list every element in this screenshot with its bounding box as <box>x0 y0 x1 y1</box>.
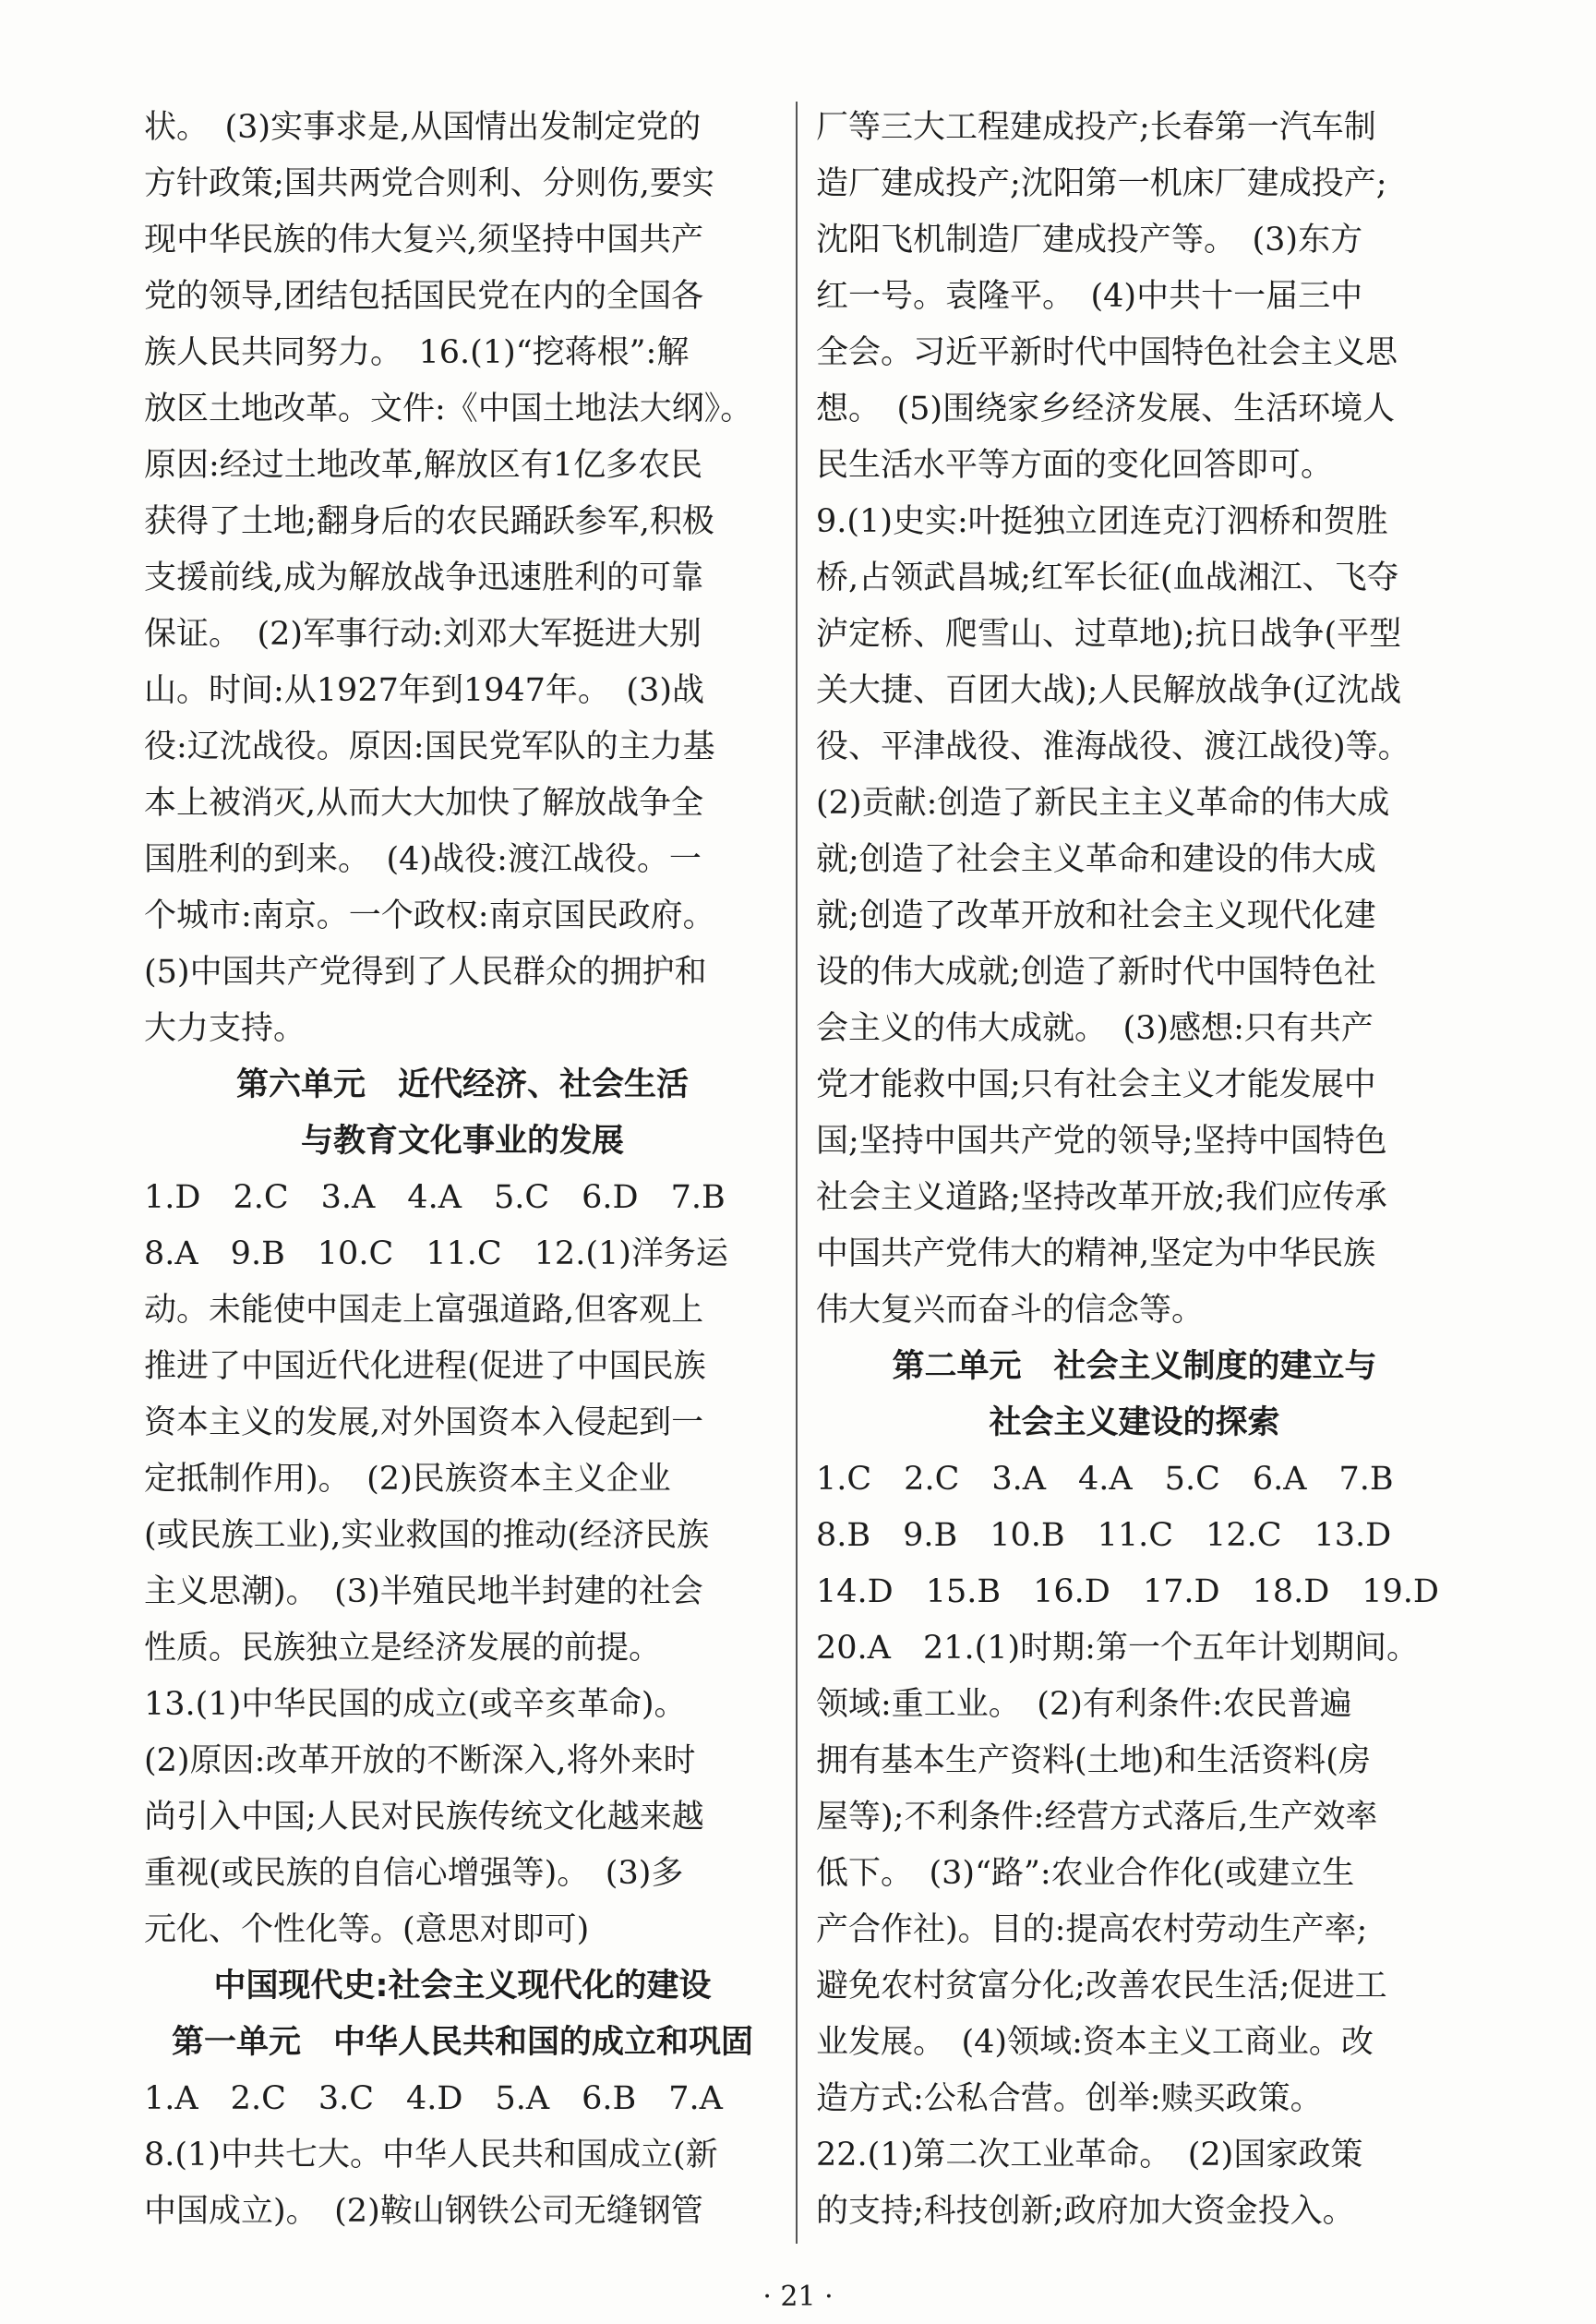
text-line: 主义思潮)。 (3)半殖民地半封建的社会 <box>144 1573 703 1610</box>
text-line: 造方式:公私合营。创举:赎买政策。 <box>816 2080 1323 2117</box>
text-line: 社会主义道路;坚持改革开放;我们应传承 <box>816 1179 1387 1216</box>
text-line: 原因:经过土地改革,解放区有1亿多农民 <box>144 447 703 484</box>
text-line: 厂等三大工程建成投产;长春第一汽车制 <box>816 109 1376 146</box>
text-line: 造厂建成投产;沈阳第一机床厂建成投产; <box>816 165 1387 202</box>
text-line: 动。未能使中国走上富强道路,但客观上 <box>144 1292 704 1329</box>
left-column <box>144 100 781 2240</box>
text-line: 避免农村贫富分化;改善农民生活;促进工 <box>816 1968 1387 2005</box>
answer-line: 1.C 2.C 3.A 4.A 5.C 6.A 7.B <box>816 1461 1394 1498</box>
text-line: (或民族工业),实业救国的推动(经济民族 <box>144 1517 710 1554</box>
text-line: 中国成立)。 (2)鞍山钢铁公司无缝钢管 <box>144 2193 703 2230</box>
text-line: 方针政策;国共两党合则利、分则伤,要实 <box>144 165 714 202</box>
text-line: 党才能救中国;只有社会主义才能发展中 <box>816 1066 1376 1103</box>
text-line: 领域:重工业。 (2)有利条件:农民普遍 <box>816 1686 1352 1723</box>
text-line: 就;创造了社会主义革命和建设的伟大成 <box>816 841 1376 878</box>
page-number: · 21 · <box>762 2281 834 2313</box>
section-heading: 第一单元 中华人民共和国的成立和巩固 <box>171 2024 753 2061</box>
text-line: 想。 (5)围绕家乡经济发展、生活环境人 <box>816 391 1396 427</box>
text-line: 13.(1)中华民国的成立(或辛亥革命)。 <box>144 1686 687 1723</box>
text-line: 8.(1)中共七大。中华人民共和国成立(新 <box>144 2137 718 2173</box>
text-line: 元化、个性化等。(意思对即可) <box>144 1911 590 1948</box>
text-line: 国;坚持中国共产党的领导;坚持中国特色 <box>816 1123 1387 1160</box>
text-line: (2)贡献:创造了新民主主义革命的伟大成 <box>816 785 1390 822</box>
text-line: 就;创造了改革开放和社会主义现代化建 <box>816 897 1376 934</box>
text-line: 推进了中国近代化进程(促进了中国民族 <box>144 1348 706 1385</box>
text-line: 资本主义的发展,对外国资本入侵起到一 <box>144 1404 704 1441</box>
text-line: 支援前线,成为解放战争迅速胜利的可靠 <box>144 560 704 596</box>
answer-line: 1.D 2.C 3.A 4.A 5.C 6.D 7.B <box>144 1179 726 1216</box>
text-line: 泸定桥、爬雪山、过草地);抗日战争(平型 <box>816 616 1402 653</box>
text-line: 山。时间:从1927年到1947年。 (3)战 <box>144 672 705 709</box>
answer-line: 8.A 9.B 10.C 11.C 12.(1)洋务运 <box>144 1235 728 1272</box>
text-line: 9.(1)史实:叶挺独立团连克汀泗桥和贺胜 <box>816 503 1388 540</box>
section-heading: 社会主义建设的探索 <box>989 1404 1280 1441</box>
column-divider <box>796 102 798 2244</box>
text-line: 关大捷、百团大战);人民解放战争(辽沈战 <box>816 672 1402 709</box>
text-line: 民生活水平等方面的变化回答即可。 <box>816 447 1334 484</box>
text-line: 本上被消灭,从而大大加快了解放战争全 <box>144 785 704 822</box>
text-line: 党的领导,团结包括国民党在内的全国各 <box>144 278 704 315</box>
text-line: 国胜利的到来。 (4)战役:渡江战役。一 <box>144 841 702 878</box>
text-line: 设的伟大成就;创造了新时代中国特色社 <box>816 954 1376 991</box>
text-line: 红一号。袁隆平。 (4)中共十一届三中 <box>816 278 1363 315</box>
answer-line: 14.D 15.B 16.D 17.D 18.D 19.D <box>816 1573 1439 1610</box>
text-line: 产合作社)。目的:提高农村劳动生产率; <box>816 1911 1368 1948</box>
text-line: 重视(或民族的自信心增强等)。 (3)多 <box>144 1855 684 1892</box>
text-line: 役、平津战役、淮海战役、渡江战役)等。 <box>816 729 1410 765</box>
text-line: 现中华民族的伟大复兴,须坚持中国共产 <box>144 222 704 259</box>
text-line: 族人民共同努力。 16.(1)“挖蒋根”:解 <box>144 334 690 371</box>
text-line: 定抵制作用)。 (2)民族资本主义企业 <box>144 1461 671 1498</box>
text-line: 22.(1)第二次工业革命。 (2)国家政策 <box>816 2137 1363 2173</box>
text-line: 业发展。 (4)领域:资本主义工商业。改 <box>816 2024 1374 2061</box>
text-line: 20.A 21.(1)时期:第一个五年计划期间。 <box>816 1630 1419 1667</box>
text-line: 伟大复兴而奋斗的信念等。 <box>816 1292 1205 1329</box>
text-line: 性质。民族独立是经济发展的前提。 <box>144 1630 662 1667</box>
answer-line: 8.B 9.B 10.B 11.C 12.C 13.D <box>816 1517 1392 1554</box>
text-line: 沈阳飞机制造厂建成投产等。 (3)东方 <box>816 222 1363 259</box>
text-line: (5)中国共产党得到了人民群众的拥护和 <box>144 954 707 991</box>
answer-line: 1.A 2.C 3.C 4.D 5.A 6.B 7.A <box>144 2080 723 2117</box>
text-line: 会主义的伟大成就。 (3)感想:只有共产 <box>816 1010 1374 1047</box>
text-line: 状。 (3)实事求是,从国情出发制定党的 <box>144 109 702 146</box>
text-line: 保证。 (2)军事行动:刘邓大军挺进大别 <box>144 616 702 653</box>
text-line: (2)原因:改革开放的不断深入,将外来时 <box>144 1742 696 1779</box>
text-line: 尚引入中国;人民对民族传统文化越来越 <box>144 1799 704 1836</box>
text-line: 的支持;科技创新;政府加大资金投入。 <box>816 2193 1355 2230</box>
text-line: 屋等);不利条件:经营方式落后,生产效率 <box>816 1799 1378 1836</box>
text-line: 中国共产党伟大的精神,坚定为中华民族 <box>816 1235 1376 1272</box>
right-column <box>816 100 1453 2240</box>
text-line: 放区土地改革。文件:《中国土地法大纲》。 <box>144 391 753 427</box>
section-heading: 第六单元 近代经济、社会生活 <box>235 1066 689 1103</box>
text-line: 桥,占领武昌城;红军长征(血战湘江、飞夺 <box>816 560 1399 596</box>
section-heading: 与教育文化事业的发展 <box>300 1123 624 1160</box>
text-line: 个城市:南京。一个政权:南京国民政府。 <box>144 897 715 934</box>
text-line: 获得了土地;翻身后的农民踊跃参军,积极 <box>144 503 714 540</box>
section-heading: 第二单元 社会主义制度的建立与 <box>892 1348 1377 1385</box>
text-line: 大力支持。 <box>144 1010 306 1047</box>
text-line: 役:辽沈战役。原因:国民党军队的主力基 <box>144 729 715 765</box>
text-line: 拥有基本生产资料(土地)和生活资料(房 <box>816 1742 1371 1779</box>
text-line: 低下。 (3)“路”:农业合作化(或建立生 <box>816 1855 1355 1892</box>
section-heading: 中国现代史:社会主义现代化的建设 <box>213 1968 712 2005</box>
text-line: 全会。习近平新时代中国特色社会主义思 <box>816 334 1398 371</box>
